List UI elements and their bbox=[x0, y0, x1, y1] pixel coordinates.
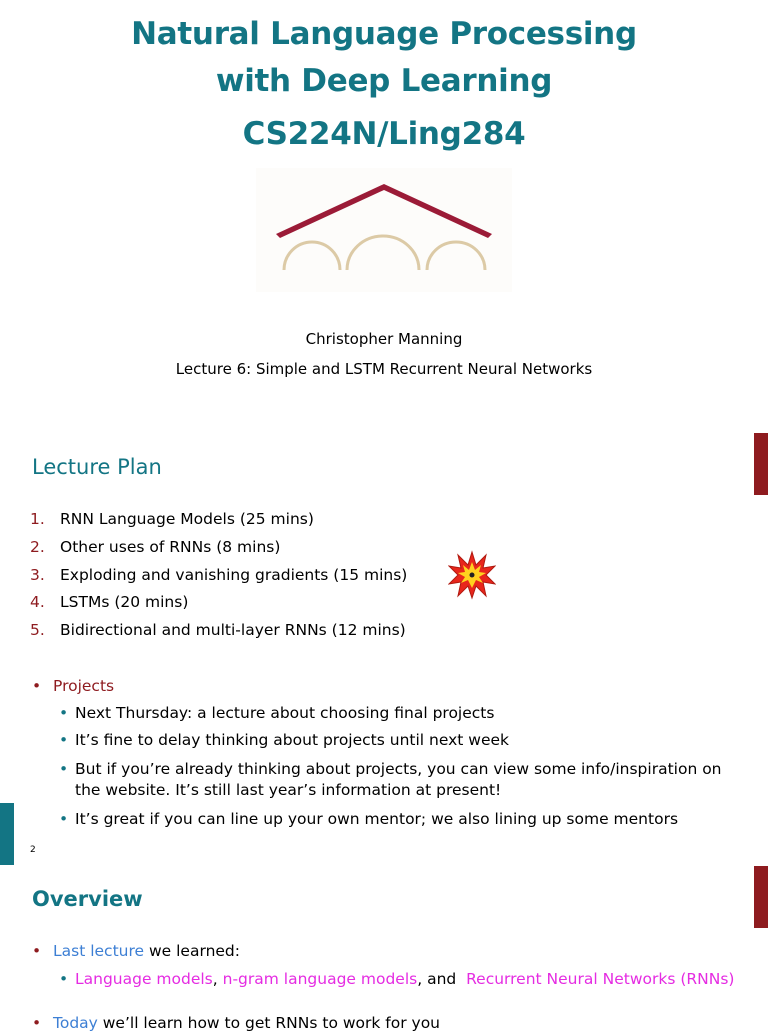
today-label: Today bbox=[53, 1014, 98, 1032]
bullet-icon: • bbox=[59, 704, 69, 722]
lecture-plan-heading-text: Lecture Plan bbox=[32, 455, 162, 479]
plan-item bbox=[30, 538, 280, 556]
plan-item-text: Exploding and vanishing gradients (15 mins) bbox=[60, 566, 408, 584]
separator: , and bbox=[417, 970, 467, 988]
plan-item-text: Bidirectional and multi-layer RNNs (12 mins) bbox=[60, 621, 406, 639]
projects-sub-bullet bbox=[59, 704, 494, 722]
plan-item bbox=[30, 566, 407, 584]
rnn-term: Recurrent Neural Networks (RNNs) bbox=[466, 970, 735, 988]
bullet-icon: • bbox=[59, 760, 69, 778]
projects-sub-bullet-text: Next Thursday: a lecture about choosing final projects bbox=[75, 704, 495, 722]
overview-bullet bbox=[32, 942, 240, 960]
plan-item bbox=[30, 621, 406, 639]
course-title-line1: Natural Language Processing bbox=[131, 16, 637, 52]
projects-sub-bullet bbox=[59, 759, 739, 801]
course-title-line2: with Deep Learning bbox=[215, 63, 553, 99]
bullet-icon: • bbox=[32, 1014, 42, 1032]
plan-item-number: 3. bbox=[30, 566, 45, 584]
plan-item-number: 4. bbox=[30, 593, 45, 611]
author-name: Christopher Manning bbox=[305, 330, 463, 348]
page-number: 2 bbox=[30, 845, 36, 855]
projects-sub-bullet-text: It’s fine to delay thinking about projects until next week bbox=[75, 731, 509, 749]
language-models-term: Language models bbox=[75, 970, 213, 988]
last-lecture-text: we learned: bbox=[144, 942, 240, 960]
last-lecture-label: Last lecture bbox=[53, 942, 145, 960]
projects-sub-bullet bbox=[59, 731, 509, 749]
overview-sub-bullet bbox=[59, 970, 734, 988]
bullet-icon: • bbox=[32, 942, 42, 960]
lecture-title: Lecture 6: Simple and LSTM Recurrent Neural Networks bbox=[175, 360, 593, 378]
plan-item bbox=[30, 510, 314, 528]
stanford-arches-logo bbox=[256, 168, 512, 292]
slide-accent-bar bbox=[0, 803, 14, 865]
projects-bullet bbox=[32, 677, 114, 695]
lecture-plan-heading bbox=[32, 455, 162, 479]
projects-sub-bullet bbox=[59, 810, 678, 828]
plan-item-text: RNN Language Models (25 mins) bbox=[60, 510, 314, 528]
plan-item bbox=[30, 593, 188, 611]
bullet-icon: • bbox=[59, 731, 69, 749]
plan-item-number: 1. bbox=[30, 510, 45, 528]
plan-item-text: Other uses of RNNs (8 mins) bbox=[60, 538, 281, 556]
slide-accent-bar bbox=[754, 866, 768, 928]
plan-item-text: LSTMs (20 mins) bbox=[60, 593, 189, 611]
ngram-models-term: n-gram language models bbox=[222, 970, 418, 988]
slide-accent-bar bbox=[754, 433, 768, 495]
overview-bullet bbox=[32, 1014, 440, 1032]
plan-item-number: 5. bbox=[30, 621, 45, 639]
plan-item-number: 2. bbox=[30, 538, 45, 556]
bullet-icon: • bbox=[59, 970, 69, 988]
today-text: we’ll learn how to get RNNs to work for you bbox=[97, 1014, 441, 1032]
bullet-icon: • bbox=[59, 810, 69, 828]
projects-sub-bullet-text: It’s great if you can line up your own mentor; we also lining up some mentors bbox=[75, 810, 679, 828]
separator: , bbox=[212, 970, 223, 988]
projects-label: Projects bbox=[53, 677, 115, 695]
bullet-icon: • bbox=[32, 677, 42, 695]
explosion-icon bbox=[448, 550, 496, 600]
course-code: CS224N/Ling284 bbox=[242, 116, 526, 152]
overview-heading: Overview bbox=[32, 887, 143, 911]
projects-sub-bullet-text: But if you’re already thinking about projects, you can view some info/inspiration on the website. It’s still last year’s information at present! bbox=[75, 760, 722, 799]
